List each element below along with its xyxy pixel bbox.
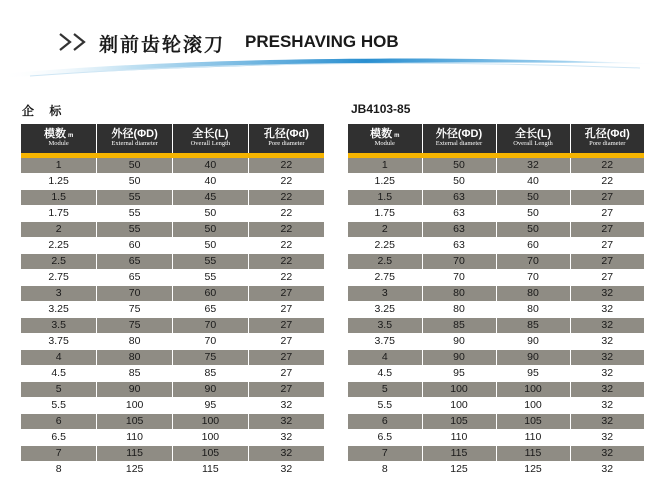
table-cell: 80 <box>496 302 570 318</box>
table-cell: 32 <box>570 398 644 414</box>
table-cell: 60 <box>496 238 570 254</box>
table-cell: 1.25 <box>348 174 422 190</box>
table-cell: 32 <box>570 366 644 382</box>
right-spec-table <box>348 124 644 478</box>
table-cell: 115 <box>173 462 249 478</box>
column-header-module: 模数 m Module <box>348 124 422 153</box>
column-header-external-diameter: 外径(ΦD) External diameter <box>422 124 496 153</box>
table-cell: 22 <box>248 174 324 190</box>
table-cell: 90 <box>422 350 496 366</box>
column-header-pore-diameter: 孔径(Φd) Pore diameter <box>570 124 644 153</box>
column-header-overall-length: 全长(L) Overall Length <box>496 124 570 153</box>
table-cell: 55 <box>97 222 173 238</box>
table-row <box>348 190 644 206</box>
table-row <box>21 174 324 190</box>
table-row <box>348 446 644 462</box>
table-cell: 70 <box>173 334 249 350</box>
table-cell: 50 <box>173 238 249 254</box>
table-cell: 80 <box>97 350 173 366</box>
table-row <box>21 286 324 302</box>
table-cell: 2.25 <box>21 238 97 254</box>
table-cell: 60 <box>97 238 173 254</box>
table-cell: 32 <box>570 430 644 446</box>
table-cell: 27 <box>570 190 644 206</box>
table-cell: 1.25 <box>21 174 97 190</box>
table-row <box>21 414 324 430</box>
table-cell: 40 <box>496 174 570 190</box>
table-cell: 27 <box>248 334 324 350</box>
table-cell: 90 <box>496 334 570 350</box>
table-cell: 32 <box>496 158 570 174</box>
table-cell: 100 <box>422 398 496 414</box>
table-row <box>348 414 644 430</box>
table-cell: 1 <box>348 158 422 174</box>
table-cell: 75 <box>97 318 173 334</box>
table-cell: 32 <box>570 302 644 318</box>
table-row <box>21 238 324 254</box>
table-cell: 65 <box>97 270 173 286</box>
table-cell: 90 <box>173 382 249 398</box>
table-cell: 7 <box>348 446 422 462</box>
table-cell: 4 <box>21 350 97 366</box>
page-title-en: PRESHAVING HOB <box>245 32 399 51</box>
table-cell: 32 <box>570 446 644 462</box>
column-header-external-diameter: 外径(ΦD) External diameter <box>97 124 173 153</box>
table-cell: 95 <box>496 366 570 382</box>
table-cell: 5 <box>348 382 422 398</box>
table-cell: 22 <box>248 222 324 238</box>
table-cell: 110 <box>422 430 496 446</box>
table-cell: 32 <box>248 430 324 446</box>
table-cell: 125 <box>97 462 173 478</box>
table-cell: 100 <box>496 382 570 398</box>
table-cell: 32 <box>570 462 644 478</box>
table-cell: 70 <box>173 318 249 334</box>
table-cell: 100 <box>496 398 570 414</box>
table-cell: 100 <box>173 414 249 430</box>
table-cell: 70 <box>422 270 496 286</box>
table-cell: 40 <box>173 158 249 174</box>
table-row <box>21 318 324 334</box>
table-cell: 32 <box>248 398 324 414</box>
table-cell: 110 <box>97 430 173 446</box>
table-cell: 4.5 <box>21 366 97 382</box>
table-row <box>21 382 324 398</box>
table-row <box>348 270 644 286</box>
table-cell: 3 <box>348 286 422 302</box>
table-cell: 85 <box>97 366 173 382</box>
table-cell: 95 <box>173 398 249 414</box>
table-cell: 2.5 <box>348 254 422 270</box>
page-title-cn: 剃前齿轮滚刀 <box>99 34 226 56</box>
table-cell: 32 <box>248 462 324 478</box>
table-row <box>21 270 324 286</box>
table-cell: 22 <box>248 254 324 270</box>
column-header-pore-diameter: 孔径(Φd) Pore diameter <box>248 124 324 153</box>
table-cell: 105 <box>422 414 496 430</box>
table-row <box>21 254 324 270</box>
table-cell: 90 <box>422 334 496 350</box>
table-row <box>21 398 324 414</box>
table-cell: 115 <box>97 446 173 462</box>
table-cell: 27 <box>248 350 324 366</box>
table-cell: 70 <box>97 286 173 302</box>
table-cell: 27 <box>570 254 644 270</box>
table-row <box>348 222 644 238</box>
table-cell: 3.25 <box>21 302 97 318</box>
table-row <box>348 158 644 174</box>
table-cell: 27 <box>570 270 644 286</box>
table-row <box>21 302 324 318</box>
table-cell: 85 <box>173 366 249 382</box>
table-cell: 55 <box>173 270 249 286</box>
table-cell: 50 <box>496 190 570 206</box>
table-cell: 50 <box>97 174 173 190</box>
table-row <box>21 446 324 462</box>
table-cell: 32 <box>570 414 644 430</box>
table-cell: 2.75 <box>348 270 422 286</box>
page-header <box>0 0 665 80</box>
decorative-swoosh <box>0 48 665 80</box>
table-row <box>21 222 324 238</box>
table-row <box>348 334 644 350</box>
table-row <box>348 238 644 254</box>
table-cell: 27 <box>248 366 324 382</box>
table-cell: 32 <box>248 446 324 462</box>
table-cell: 55 <box>97 190 173 206</box>
table-header-row <box>348 124 644 153</box>
table-row <box>348 286 644 302</box>
table-row <box>348 398 644 414</box>
table-cell: 50 <box>173 206 249 222</box>
table-cell: 90 <box>496 350 570 366</box>
table-header-row <box>21 124 324 153</box>
table-cell: 8 <box>348 462 422 478</box>
table-cell: 3.5 <box>348 318 422 334</box>
table-cell: 3 <box>21 286 97 302</box>
table-row <box>21 206 324 222</box>
table-cell: 6 <box>348 414 422 430</box>
table-cell: 125 <box>496 462 570 478</box>
table-row <box>348 174 644 190</box>
table-row <box>348 462 644 478</box>
table-cell: 32 <box>570 350 644 366</box>
table-cell: 27 <box>248 286 324 302</box>
table-cell: 105 <box>97 414 173 430</box>
table-cell: 6.5 <box>21 430 97 446</box>
table-cell: 6 <box>21 414 97 430</box>
table-cell: 22 <box>248 158 324 174</box>
table-cell: 22 <box>248 206 324 222</box>
table-cell: 27 <box>570 238 644 254</box>
table-cell: 63 <box>422 206 496 222</box>
table-row <box>348 318 644 334</box>
table-cell: 50 <box>496 206 570 222</box>
table-cell: 27 <box>570 222 644 238</box>
table-cell: 115 <box>496 446 570 462</box>
table-cell: 32 <box>570 382 644 398</box>
table-row <box>348 430 644 446</box>
table-cell: 50 <box>422 158 496 174</box>
table-cell: 1 <box>21 158 97 174</box>
table-cell: 1.5 <box>348 190 422 206</box>
table-cell: 22 <box>248 238 324 254</box>
table-cell: 65 <box>97 254 173 270</box>
table-cell: 45 <box>173 190 249 206</box>
table-cell: 80 <box>422 302 496 318</box>
table-cell: 80 <box>496 286 570 302</box>
table-cell: 80 <box>422 286 496 302</box>
table-cell: 32 <box>570 286 644 302</box>
left-spec-table <box>21 124 324 478</box>
table-cell: 2 <box>348 222 422 238</box>
table-row <box>21 462 324 478</box>
table-row <box>348 206 644 222</box>
table-cell: 27 <box>248 302 324 318</box>
table-row <box>21 158 324 174</box>
table-cell: 3.75 <box>348 334 422 350</box>
table-cell: 40 <box>173 174 249 190</box>
table-cell: 32 <box>248 414 324 430</box>
table-cell: 32 <box>570 334 644 350</box>
table-cell: 100 <box>173 430 249 446</box>
table-cell: 3.5 <box>21 318 97 334</box>
table-cell: 110 <box>496 430 570 446</box>
table-cell: 70 <box>422 254 496 270</box>
table-cell: 63 <box>422 190 496 206</box>
table-cell: 90 <box>97 382 173 398</box>
table-cell: 7 <box>21 446 97 462</box>
table-cell: 125 <box>422 462 496 478</box>
table-row <box>21 430 324 446</box>
table-cell: 60 <box>173 286 249 302</box>
table-row <box>21 190 324 206</box>
table-cell: 2 <box>21 222 97 238</box>
table-cell: 2.5 <box>21 254 97 270</box>
table-cell: 50 <box>173 222 249 238</box>
right-standard-label: JB4103-85 <box>351 102 411 116</box>
column-header-overall-length: 全长(L) Overall Length <box>173 124 249 153</box>
table-cell: 27 <box>570 206 644 222</box>
table-cell: 5.5 <box>348 398 422 414</box>
table-cell: 70 <box>496 270 570 286</box>
table-cell: 50 <box>496 222 570 238</box>
table-cell: 1.75 <box>21 206 97 222</box>
column-header-module: 模数 m Module <box>21 124 97 153</box>
table-cell: 105 <box>173 446 249 462</box>
table-cell: 63 <box>422 222 496 238</box>
left-standard-label: 企 标 <box>22 104 68 118</box>
table-cell: 1.5 <box>21 190 97 206</box>
table-row <box>348 366 644 382</box>
table-cell: 8 <box>21 462 97 478</box>
table-cell: 55 <box>173 254 249 270</box>
table-cell: 105 <box>496 414 570 430</box>
table-row <box>348 254 644 270</box>
table-cell: 63 <box>422 238 496 254</box>
table-row <box>21 366 324 382</box>
table-cell: 4 <box>348 350 422 366</box>
table-row <box>348 350 644 366</box>
table-row <box>348 302 644 318</box>
table-cell: 1.75 <box>348 206 422 222</box>
table-cell: 75 <box>173 350 249 366</box>
table-cell: 50 <box>97 158 173 174</box>
table-cell: 27 <box>248 382 324 398</box>
table-row <box>21 350 324 366</box>
table-cell: 5.5 <box>21 398 97 414</box>
table-cell: 95 <box>422 366 496 382</box>
table-cell: 75 <box>97 302 173 318</box>
table-cell: 3.75 <box>21 334 97 350</box>
table-cell: 22 <box>570 174 644 190</box>
table-cell: 65 <box>173 302 249 318</box>
table-cell: 27 <box>248 318 324 334</box>
table-cell: 22 <box>248 190 324 206</box>
table-cell: 85 <box>422 318 496 334</box>
table-cell: 50 <box>422 174 496 190</box>
table-cell: 100 <box>97 398 173 414</box>
table-cell: 55 <box>97 206 173 222</box>
table-cell: 2.75 <box>21 270 97 286</box>
table-cell: 6.5 <box>348 430 422 446</box>
table-cell: 3.25 <box>348 302 422 318</box>
table-cell: 70 <box>496 254 570 270</box>
table-row <box>348 382 644 398</box>
table-cell: 2.25 <box>348 238 422 254</box>
table-cell: 32 <box>570 318 644 334</box>
table-cell: 100 <box>422 382 496 398</box>
table-cell: 5 <box>21 382 97 398</box>
table-cell: 115 <box>422 446 496 462</box>
table-cell: 22 <box>570 158 644 174</box>
table-cell: 85 <box>496 318 570 334</box>
table-cell: 22 <box>248 270 324 286</box>
table-cell: 80 <box>97 334 173 350</box>
table-cell: 4.5 <box>348 366 422 382</box>
table-row <box>21 334 324 350</box>
